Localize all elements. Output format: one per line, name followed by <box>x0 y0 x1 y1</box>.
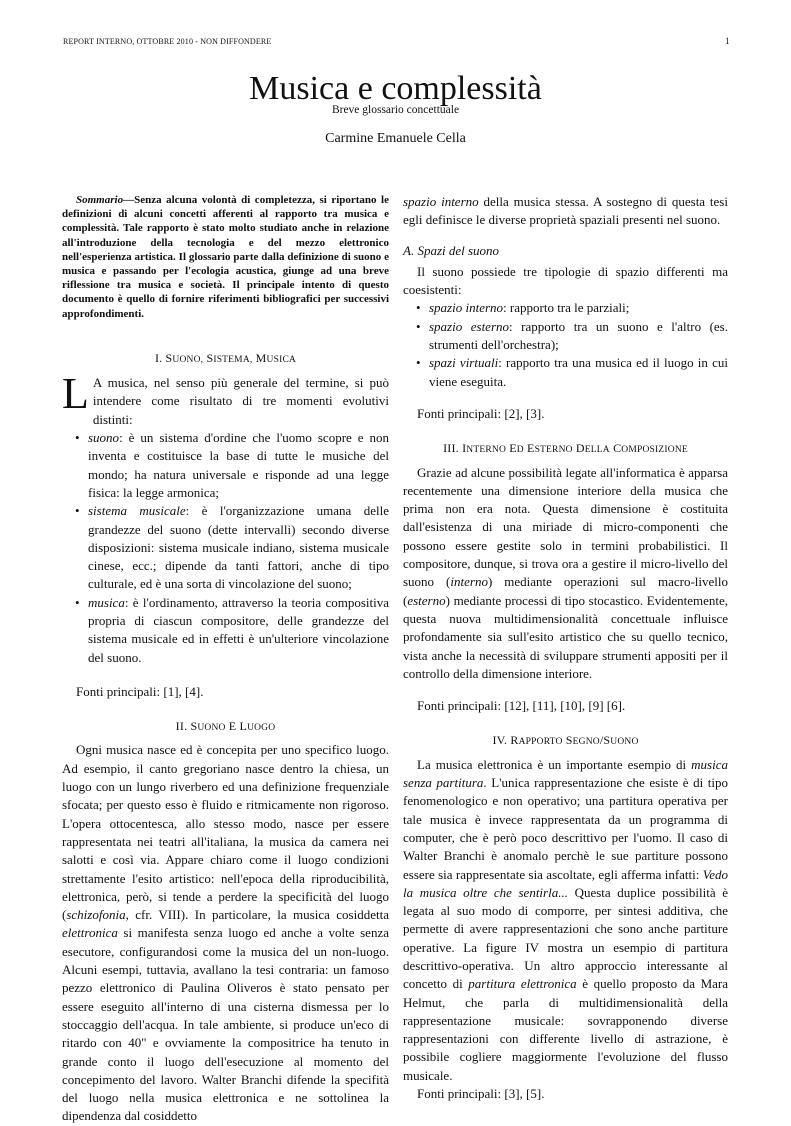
section2-paragraph: Ogni musica nasce ed è concepita per uno specifico luogo. Ad esempio, il canto gregoriano nasce dentro la chiesa, un luogo con un lungo riverbero ed una definizione frequenziale sfocata; per questo esso è fluido e ritmicamente non rigoroso. L'opera ottocentesca, allo stesso modo, nasce per essere rappresentata nei teatri all'italiana, la musica da camera nei salotti e così via. Appare chiaro come il luogo condizioni strettamente l'esito artistico: nell'epoca della riproducibilità, elettronica, però, si tende a perdere la specificità del luogo (schizofonia, cfr. VIII). In particolare, la musica cosiddetta elettronica si manifesta senza luogo ed anche a volte senza esecutore, configurandosi come la musica del un non-luogo. Alcuni esempi, tuttavia, avallano la tesi contraria: un famoso pezzo elettronico di Paulina Oliveros è stato pensato per essere eseguito all'interno di una cisterna dismessa per lo stoccaggio dell'acqua. In tale ambiente, si produce un'eco di ritardo con 40" e ovviamente la compositrice ha tenuto in grande conto il luogo dell'esecuzione al momento del concepimento del lavoro. Walter Branchi difende la specifità del luogo nella musica elettronica e ne sottolinea la dipendenza dal cosiddetto <box>62 742 389 1124</box>
list-item: • spazio esterno: rapporto tra un suono e l'altro (es. strumenti dell'orchestra); <box>429 318 728 355</box>
section-heading-1: I. SUONO, SISTEMA, MUSICA <box>154 350 297 365</box>
abstract-label: Sommario <box>76 194 124 206</box>
list-item: • sistema musicale: è l'organizzazione umana delle grandezze del suono (dette intervalli) secondo diverse disposizioni: sistema musicale indiano, sistema musicale cinese, ecc.; dipende da tanti fattori, anche di tipo culturale, ed è una sorta di vincolazione del suono; <box>88 502 389 593</box>
section4-paragraph: La musica elettronica è un importante esempio di musica senza partitura. L'unica rappresentazione che esiste è di tipo fenomenologico e non operativo; una partitura operativa per tale musica è invece rappresentata da un programma di computer, che è però poco descrittivo per l'uomo. Il caso di Walter Branchi è anomalo perchè le sue partiture possono essere sia rappresentate sia ascoltate, egli afferma infatti: Vedo la musica oltre che sentirla... Questa duplice possibilità è legata al suo modo di comporre, per sintesi additiva, che permette di avere rappresentazioni che sono anche partiture operative. La figure IV mostra un esempio di partitura descrittivo-operativa. Un altro approccio interessante al concetto di partitura elettronica è quello proposto da Mara Helmut, che parla di multidimensionalità della rappresentazione musicale: sovrapponendo diverse rappresentazioni con differente livello di astrazione, è possibile cogliere maggiormente l'evoluzione del flusso musicale. <box>403 756 728 1083</box>
subsection-a-refs: Fonti principali: [2], [3]. <box>417 405 545 421</box>
section3-paragraph: Grazie ad alcune possibilità legate all'informatica è apparsa recentemente una dimensione interiore della musica che prima non era nota. Questa dimensione è costituita dall'esistenza di una miriade di micro-componenti che possono essere gestite solo in termini probabilistici. Il compositore, dunque, si trova ora a gestire il micro-livello del suono (interno) mediante operazioni sul macro-livello (esterno) mediante processi di tipo stocastico. Evidentemente, questa nuova multidimensionalità concettuale influisce profondamente sia sull'esito artistico che su quello tecnico, vista anche la necessità di sviluppare strumenti appositi per il controllo della dimensione interiore. <box>403 464 728 681</box>
paper-title: Musica e complessità <box>249 70 542 107</box>
dropcap: L <box>62 369 89 419</box>
list-item: • spazio interno: rapporto tra le parziali; <box>429 299 728 317</box>
section2-paragraph-cont: spazio interno della musica stessa. A sostegno di questa tesi egli definisce le diverse proprietà spaziali presenti nel suono. <box>403 194 728 228</box>
abstract-text: —Senza alcuna volontà di completezza, si riportano le definizioni di alcuni concetti afferenti al rapporto tra musica e complessità. Tale rapporto è stato molto studiato anche in relazione all'introduzione della tecnologia e del mezzo elettronico nell'esperienza artistica. Il glossario parte dalla definizione di suono e musica e passando per l'ecologia acustica, giunge ad una breve riflessione tra musica e società. Il principale intento di questo documento è quello di fornire riferimenti bibliografici per successivi approfondimenti. <box>62 194 389 320</box>
list-item: • spazi virtuali: rapporto tra una musica ed il luogo in cui viene eseguita. <box>429 354 728 391</box>
section1-list <box>62 429 389 667</box>
section1-refs: Fonti principali: [1], [4]. <box>76 683 204 699</box>
paper-subtitle: Breve glossario concettuale <box>331 104 460 116</box>
subsection-a-heading: A. Spazi del suono <box>403 242 500 258</box>
section-heading-3: III. INTERNO ED ESTERNO DELLA COMPOSIZIONE <box>443 441 688 456</box>
section-heading-4: IV. RAPPORTO SEGNO/SUONO <box>492 733 639 748</box>
author-name: Carmine Emanuele Cella <box>325 131 466 146</box>
list-item: • musica: è l'ordinamento, attraverso la teoria compositiva propria di ciascun compositore, delle grandezze del sistema musicale ed in effetti è un'ulteriore vincolazione del suono. <box>88 594 389 667</box>
section3-refs: Fonti principali: [12], [11], [10], [9] [6]. <box>417 698 626 714</box>
section4-refs: Fonti principali: [3], [5]. <box>417 1086 545 1102</box>
abstract <box>62 193 389 321</box>
running-header: REPORT INTERNO, OTTOBRE 2010 - NON DIFFONDERE <box>63 37 272 46</box>
list-item: • suono: è un sistema d'ordine che l'uomo scopre e non inventa e costituisce la base di tutte le musiche del mondo; ha natura universale e risponde ad una legge fisica: la legge armonica; <box>88 429 389 502</box>
section1-intro: L A musica, nel senso più generale del termine, si può intendere come risultato di tre momenti evolutivi distinti: <box>62 369 389 427</box>
subsection-a-list <box>403 299 728 390</box>
subsection-a-intro: Il suono possiede tre tipologie di spazio differenti ma coesistenti: <box>403 263 728 298</box>
right-column <box>403 193 728 1103</box>
page-number: 1 <box>725 36 730 46</box>
section-heading-2: II. SUONO E LUOGO <box>175 719 276 734</box>
left-column <box>62 193 389 1126</box>
